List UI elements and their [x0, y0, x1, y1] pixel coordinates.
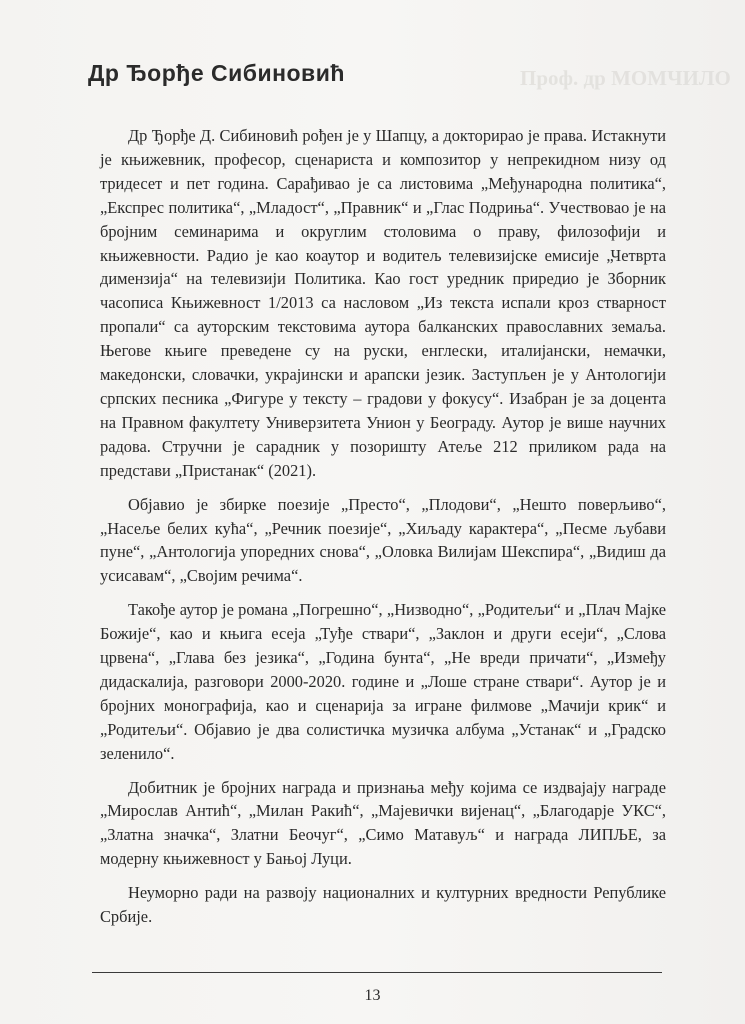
- paragraph-4: Добитник је бројних награда и признања међу којима се издвајају награде „Мирослав Антић“, „Милан Ракић“, „Мајевички вијенац“, „Благодарје УКС“, „Златна значка“, Златни Беочуг“, „Симо Матавуљ“ и награда ЛИПЉЕ, за модерну књижевност у Бањој Луци.: [100, 777, 666, 869]
- paragraph-2: Објавио је збирке поезије „Престо“, „Плодови“, „Нешто поверљиво“, „Насеље белих кућа“, „Речник поезије“, „Хиљаду карактера“, „Песме љубави пуне“, „Антологија упоредних снова“, „Оловка Вилијам Шекспира“, „Видиш да усисавам“, „Својим речима“.: [100, 494, 666, 586]
- page-number: 13: [364, 987, 381, 1004]
- paragraph-3: Такође аутор је романа „Погрешно“, „Низводно“, „Родитељи“ и „Плач Мајке Божије“, као и књига есеја „Туђе ствари“, „Заклон и други есеји“, „Слова црвена“, „Глава без језика“, „Година бунта“, „Не вреди причати“, „Између дидаскалија, разговори 2000-2020. године и „Лоше стране ствари“. Аутор је и бројних монографија, као и сценарија за игране филмове „Мачији крик“ и „Родитељи“. Објавио је два солистичка музичка албума „Устанак“ и „Градско зеленило“.: [100, 600, 666, 763]
- biography-text: [100, 124, 666, 939]
- paragraph-5: Неуморно ради на развоју националних и културних вредности Републике Србије.: [100, 883, 666, 927]
- page-title: Др Ђорђе Сибиновић: [88, 60, 345, 86]
- bleed-through-text: Проф. др МОМЧИЛО: [520, 66, 731, 90]
- paragraph-1: Др Ђорђе Д. Сибиновић рођен је у Шапцу, а докторирао је права. Истакнути је књижевник, професор, сценариста и композитор у непрекидном низу од тридесет и пет година. Сарађивао је са листовима „Међународна политика“, „Експрес политика“, „Младост“, „Правник“ и „Глас Подриња“. Учествовао је на бројним семинарима и округлим столовима о праву, филозофији и књижевности. Радио је као коаутор и водитељ телевизијске емисије „Четврта димензија“ на телевизији Политика. Као гост уредник приредио је Зборник часописа Књижевност 1/2013 са насловом „Из текста испали кроз стварност пропали“ са ауторским текстовима аутора балканских православних земаља. Његове књиге преведене су на руски, енглески, италијански, немачки, македонски, словачки, украјински и арапски језик. Заступљен је у Антологији српских песника „Фигуре у тексту – градови у фокусу“. Изабран је за доцента на Правном факултету Универзитета Унион у Београду. Аутор је више научних радова. Стручни је сарадник у позоришту Атеље 212 приликом рада на представи „Пристанак“ (2021).: [100, 126, 666, 480]
- footer-rule: [92, 972, 662, 973]
